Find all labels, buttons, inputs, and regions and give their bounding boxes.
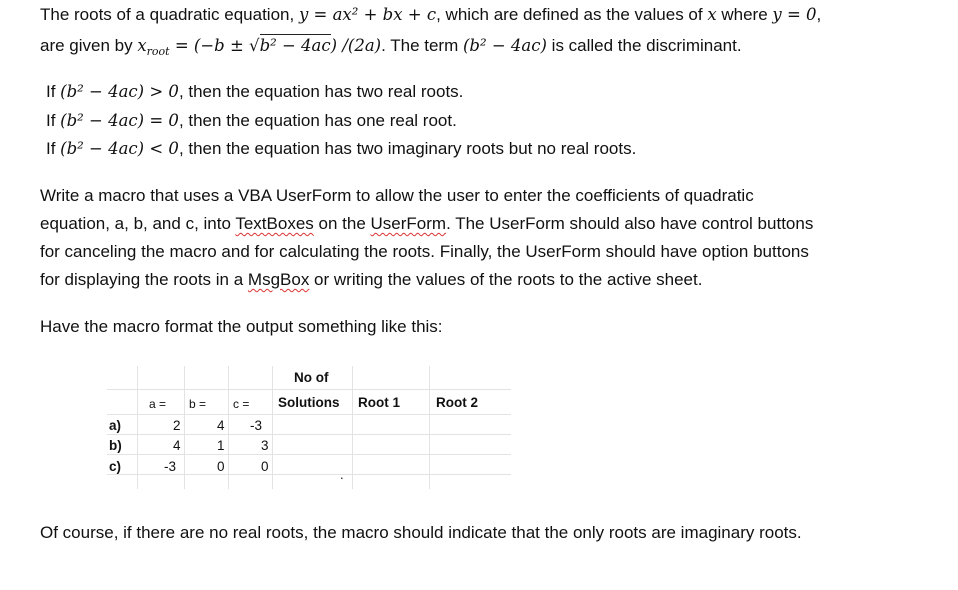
intro-text: The roots of a quadratic equation,: [40, 5, 299, 24]
closing-note: Of course, if there are no real roots, the macro should indicate that the only roots are imaginary roots.: [40, 523, 802, 542]
root-formula-start: = (−b ± √: [169, 36, 260, 55]
grid-line: [107, 414, 511, 415]
root-formula-radicand: b² − 4ac: [259, 36, 331, 55]
quadratic-equation: y = ax² + bx + c: [298, 5, 437, 24]
intro-text: are given by: [40, 36, 138, 55]
textboxes-term: TextBoxes: [235, 214, 314, 233]
grid-line: [107, 389, 511, 390]
stray-dot: .: [340, 467, 344, 482]
task-line-2: [40, 214, 813, 234]
task-text: . The UserForm should also have control buttons: [446, 214, 814, 233]
task-line-4: [40, 270, 702, 290]
condition-expression: (b² − 4ac) > 0: [60, 82, 179, 101]
row-label: a): [109, 418, 122, 433]
grid-line: [137, 366, 138, 489]
header-solutions: Solutions: [278, 395, 340, 410]
cell-c: 3: [261, 438, 269, 453]
condition-expression: (b² − 4ac) = 0: [60, 111, 179, 130]
header-c: c =: [233, 397, 250, 411]
intro-text: where: [716, 5, 773, 24]
intro-text: ,: [816, 5, 822, 24]
condition-negative: [46, 139, 636, 159]
root-formula-end: ) /(2a): [330, 36, 382, 55]
condition-zero: [46, 111, 457, 131]
condition-positive: [46, 82, 463, 102]
row-label: b): [109, 438, 122, 453]
condition-text: , then the equation has one real root.: [178, 111, 457, 130]
header-a: a =: [149, 397, 167, 411]
grid-line: [107, 454, 511, 455]
intro-text: . The term: [381, 36, 463, 55]
variable-x-root: x: [137, 36, 147, 55]
task-line-1: Write a macro that uses a VBA UserForm to allow the user to enter the coefficients of quadratic: [40, 186, 754, 205]
intro-text: , which are defined as the values of: [436, 5, 708, 24]
condition-text: , then the equation has two real roots.: [178, 82, 464, 101]
task-text: equation, a, b, and c, into: [40, 214, 236, 233]
row-label: c): [109, 459, 122, 474]
grid-line: [107, 474, 511, 475]
grid-line: [272, 366, 273, 489]
header-no-of: No of: [294, 370, 329, 385]
cell-a: -3: [164, 459, 177, 474]
cell-c: -3: [250, 418, 263, 433]
msgbox-term: MsgBox: [247, 270, 310, 289]
intro-line-2: [40, 36, 742, 58]
task-text: or writing the values of the roots to the active sheet.: [309, 270, 703, 289]
cell-b: 0: [217, 459, 225, 474]
cell-b: 4: [217, 418, 225, 433]
task-text: on the: [313, 214, 371, 233]
header-root-1: Root 1: [358, 395, 400, 410]
y-equals-zero: y = 0: [772, 5, 817, 24]
grid-line: [429, 366, 430, 489]
task-line-3: for canceling the macro and for calculating the roots. Finally, the UserForm should have option buttons: [40, 242, 809, 261]
variable-x: x: [707, 5, 717, 24]
task-text: for displaying the roots in a: [40, 270, 248, 289]
intro-text: is called the discriminant.: [546, 36, 742, 55]
grid-line: [107, 434, 511, 435]
grid-line: [352, 366, 353, 489]
header-b: b =: [189, 397, 207, 411]
format-prompt: Have the macro format the output something like this:: [40, 317, 443, 336]
header-root-2: Root 2: [436, 395, 478, 410]
cell-b: 1: [217, 438, 225, 453]
root-subscript: root: [146, 45, 170, 58]
grid-line: [228, 366, 229, 489]
discriminant-term: (b² − 4ac): [462, 36, 547, 55]
userform-term: UserForm: [370, 214, 447, 233]
condition-prefix: If: [46, 139, 61, 158]
condition-prefix: If: [46, 82, 61, 101]
condition-text: , then the equation has two imaginary roots but no real roots.: [178, 139, 637, 158]
condition-prefix: If: [46, 111, 61, 130]
condition-expression: (b² − 4ac) < 0: [60, 139, 179, 158]
cell-a: 2: [173, 418, 181, 433]
cell-a: 4: [173, 438, 181, 453]
cell-c: 0: [261, 459, 269, 474]
grid-line: [184, 366, 185, 489]
intro-line-1: [40, 5, 821, 25]
